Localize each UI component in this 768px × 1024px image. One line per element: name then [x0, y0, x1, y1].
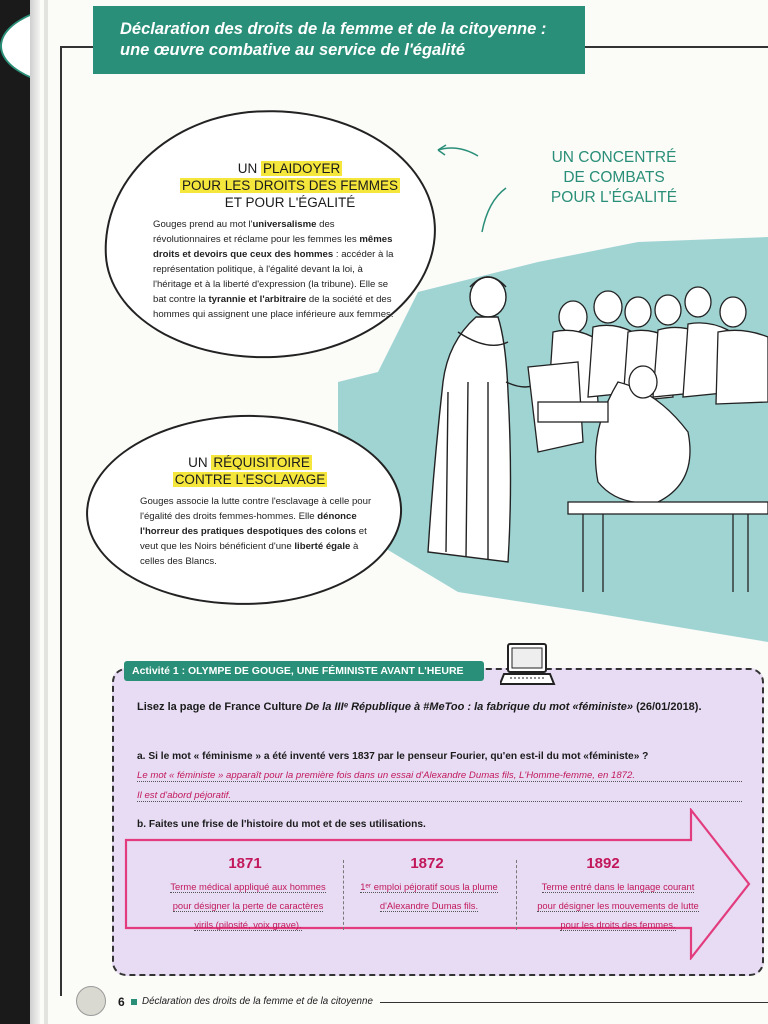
timeline-year-3: 1892 — [586, 855, 620, 872]
answer-a-line1: Le mot « féministe » apparaît pour la première fois dans un essai d'Alexandre Dumas fils, L'Homme-femme, en 1872. — [137, 770, 742, 782]
frame-line-top — [60, 46, 94, 48]
frame-line-top-right — [585, 46, 768, 48]
answer-a-line2: Il est d'abord péjoratif. — [137, 790, 742, 802]
question-b: b. Faites une frise de l'histoire du mot et de ses utilisations. — [137, 819, 426, 830]
title-line1: Déclaration des droits de la femme et de la citoyenne : — [120, 20, 547, 38]
title-highlight-2: POUR LES DROITS DES FEMMES — [181, 178, 399, 193]
bubble-plaidoyer-title — [150, 160, 430, 211]
page-edge — [30, 0, 40, 1024]
title-line2: une œuvre combative au service de l'égalité — [120, 41, 466, 59]
arrow-icon-2 — [476, 186, 510, 236]
timeline-divider-2 — [516, 860, 517, 930]
bubble-requisitoire-text: Gouges associe la lutte contre l'esclavage à celle pour l'égalité des droits femmes-hommes. Elle dénonce l'horreur des pratiques despotiques des colons et veut que les Noirs bénéficient d'une liberté égale à celles des Blancs. — [140, 496, 372, 567]
title-highlight-2: CONTRE L'ESCLAVAGE — [174, 472, 326, 487]
author-portrait-icon — [76, 986, 106, 1016]
footer-line — [380, 1002, 768, 1003]
timeline-text-2: 1ᵉʳ emploi péjoratif sous la plume d'Alexandre Dumas fils. — [360, 881, 498, 911]
title-banner — [93, 6, 585, 74]
bubble-requisitoire-title — [150, 454, 350, 488]
arrow-icon — [432, 140, 482, 164]
title-prefix: UN — [237, 161, 258, 176]
footer-title: Déclaration des droits de la femme et de la citoyenne — [142, 996, 373, 1007]
activity-intro: Lisez la page de France Culture De la IIIᵉ République à #MeToo : la fabrique du mot «féministe» (26/01/2018). — [137, 701, 702, 713]
title-suffix: ET POUR L'ÉGALITÉ — [224, 195, 356, 210]
frame-line-left — [60, 46, 62, 996]
timeline-text-3: Terme entré dans le langage courant pour désigner les mouvements de lutte pour les droits des femmes. — [537, 881, 699, 930]
title-prefix: UN — [188, 455, 208, 470]
activity-label: Activité 1 : OLYMPE DE GOUGE, UNE FÉMINISTE AVANT L'HEURE — [124, 661, 484, 681]
timeline-year-2: 1872 — [410, 855, 444, 872]
page-number: 6 — [118, 995, 125, 1009]
title-highlight-1: RÉQUISITOIRE — [213, 455, 310, 470]
page-edge-inner — [44, 0, 48, 1024]
timeline-year-1: 1871 — [228, 855, 262, 872]
title-highlight-1: PLAIDOYER — [262, 161, 341, 176]
bubble-combats-text: UN CONCENTRÉ DE COMBATS POUR L'ÉGALITÉ — [550, 149, 678, 206]
laptop-icon — [500, 640, 556, 688]
question-a: a. Si le mot « féminisme » a été inventé vers 1837 par le penseur Fourier, qu'en est-il du mot «féministe» ? — [137, 751, 649, 762]
bubble-plaidoyer-text: Gouges prend au mot l'universalisme des révolutionnaires et réclame pour les femmes les mêmes droits et devoirs que ceux des hommes : accéder à la représentation politique, à l'égalité devant la loi, à l'héritage et à la liberté d'expression (la tribune). Elle se bat contre la tyrannie et l'arbitraire de la société et des hommes qui assignent une place inférieure aux femmes. — [153, 219, 394, 320]
footer-square-icon — [131, 999, 137, 1005]
timeline-text-1: Terme médical appliqué aux hommes pour désigner la perte de caractères virils (pilosité, voix grave). — [170, 881, 326, 930]
